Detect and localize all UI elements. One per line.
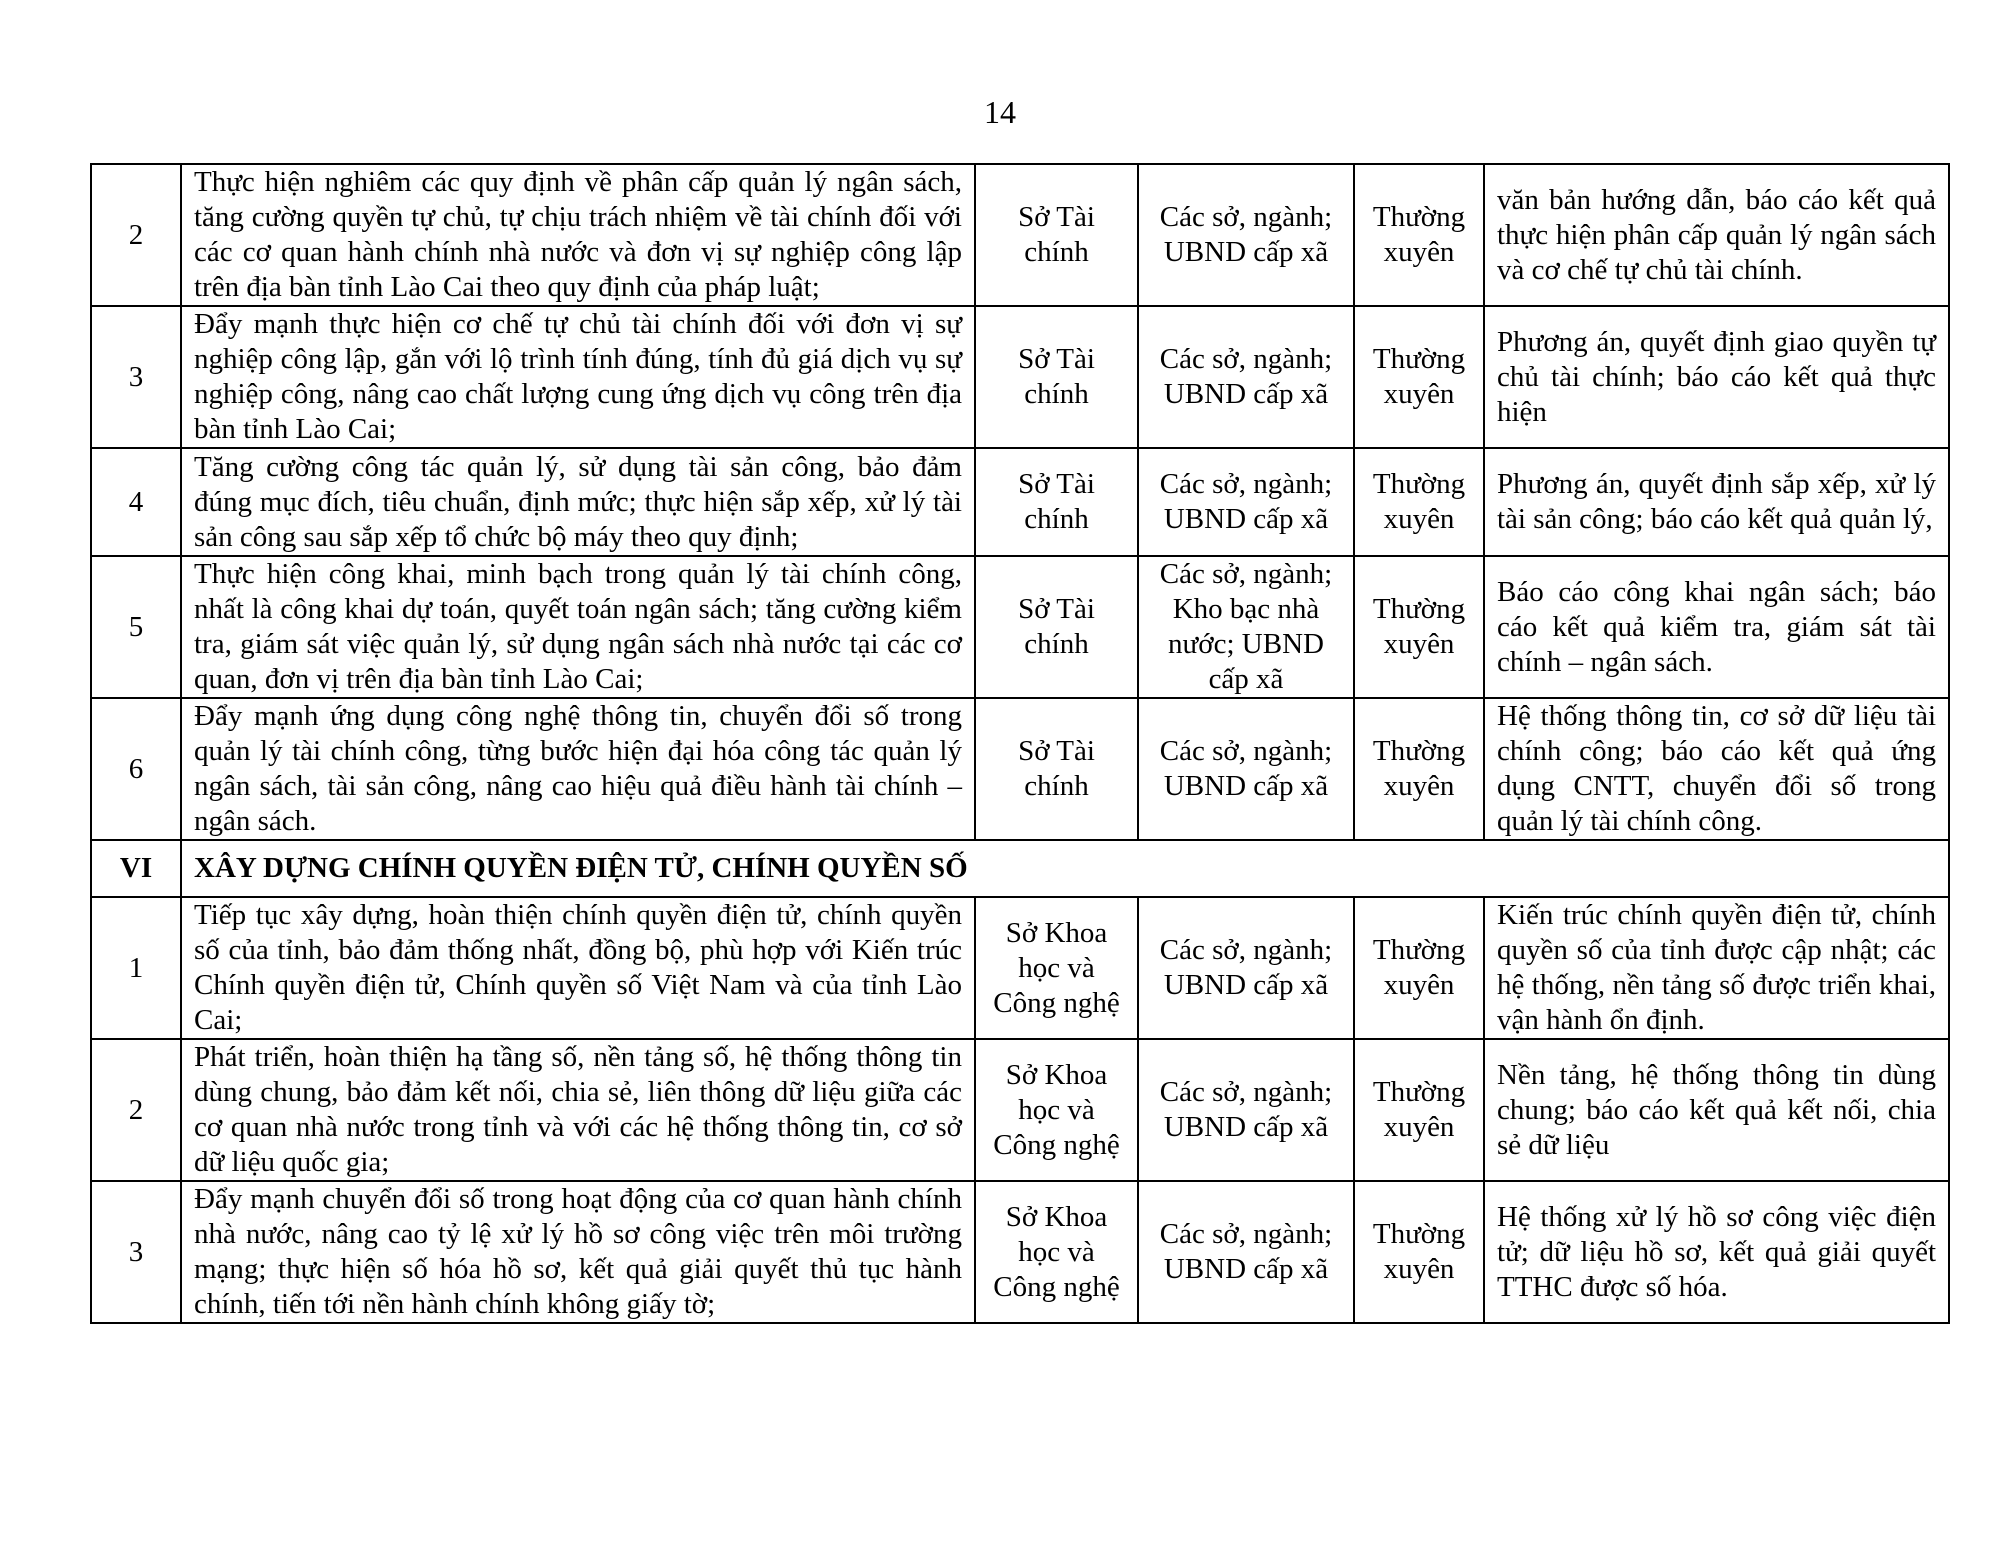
- coordinating-agency: Các sở, ngành; UBND cấp xã: [1138, 164, 1354, 306]
- task-description: Tiếp tục xây dựng, hoàn thiện chính quyền điện tử, chính quyền số của tỉnh, bảo đảm thống nhất, đồng bộ, phù hợp với Kiến trúc Chính quyền điện tử, Chính quyền số Việt Nam và của tỉnh Lào Cai;: [181, 897, 975, 1039]
- expected-output: Báo cáo công khai ngân sách; báo cáo kết quả kiểm tra, giám sát tài chính – ngân sách.: [1484, 556, 1949, 698]
- timeline: Thường xuyên: [1354, 306, 1484, 448]
- task-description: Phát triển, hoàn thiện hạ tầng số, nền tảng số, hệ thống thông tin dùng chung, bảo đảm kết nối, chia sẻ, liên thông dữ liệu giữa các cơ quan nhà nước trong tỉnh và với các hệ thống thông tin, cơ sở dữ liệu quốc gia;: [181, 1039, 975, 1181]
- table-row: [91, 306, 1949, 448]
- coordinating-agency: Các sở, ngành; UBND cấp xã: [1138, 1181, 1354, 1323]
- row-number: 3: [91, 1181, 181, 1323]
- expected-output: Nền tảng, hệ thống thông tin dùng chung; báo cáo kết quả kết nối, chia sẻ dữ liệu: [1484, 1039, 1949, 1181]
- lead-agency: Sở Tài chính: [975, 556, 1138, 698]
- section-header-row: [91, 840, 1949, 897]
- row-number: 2: [91, 1039, 181, 1181]
- timeline: Thường xuyên: [1354, 448, 1484, 556]
- timeline: Thường xuyên: [1354, 698, 1484, 840]
- expected-output: Hệ thống xử lý hồ sơ công việc điện tử; dữ liệu hồ sơ, kết quả giải quyết TTHC được số hóa.: [1484, 1181, 1949, 1323]
- timeline: Thường xuyên: [1354, 556, 1484, 698]
- row-number: 5: [91, 556, 181, 698]
- lead-agency: Sở Tài chính: [975, 448, 1138, 556]
- task-description: Thực hiện công khai, minh bạch trong quản lý tài chính công, nhất là công khai dự toán, quyết toán ngân sách; tăng cường kiểm tra, giám sát việc quản lý, sử dụng ngân sách nhà nước tại các cơ quan, đơn vị trên địa bàn tỉnh Lào Cai;: [181, 556, 975, 698]
- task-table: [90, 163, 1950, 1324]
- expected-output: Hệ thống thông tin, cơ sở dữ liệu tài chính công; báo cáo kết quả ứng dụng CNTT, chuyển đổi số trong quản lý tài chính công.: [1484, 698, 1949, 840]
- section-number: VI: [91, 840, 181, 897]
- table-row: [91, 1181, 1949, 1323]
- row-number: 2: [91, 164, 181, 306]
- coordinating-agency: Các sở, ngành; UBND cấp xã: [1138, 1039, 1354, 1181]
- lead-agency: Sở Tài chính: [975, 164, 1138, 306]
- coordinating-agency: Các sở, ngành; UBND cấp xã: [1138, 897, 1354, 1039]
- coordinating-agency: Các sở, ngành; UBND cấp xã: [1138, 306, 1354, 448]
- lead-agency: Sở Tài chính: [975, 698, 1138, 840]
- lead-agency: Sở Khoa học và Công nghệ: [975, 1181, 1138, 1323]
- table-row: [91, 1039, 1949, 1181]
- task-description: Đẩy mạnh chuyển đổi số trong hoạt động của cơ quan hành chính nhà nước, nâng cao tỷ lệ xử lý hồ sơ công việc trên môi trường mạng; thực hiện số hóa hồ sơ, kết quả giải quyết thủ tục hành chính, tiến tới nền hành chính không giấy tờ;: [181, 1181, 975, 1323]
- timeline: Thường xuyên: [1354, 1039, 1484, 1181]
- timeline: Thường xuyên: [1354, 164, 1484, 306]
- expected-output: Phương án, quyết định sắp xếp, xử lý tài sản công; báo cáo kết quả quản lý,: [1484, 448, 1949, 556]
- row-number: 3: [91, 306, 181, 448]
- section-title: XÂY DỰNG CHÍNH QUYỀN ĐIỆN TỬ, CHÍNH QUYỀN SỐ: [181, 840, 1949, 897]
- timeline: Thường xuyên: [1354, 1181, 1484, 1323]
- row-number: 6: [91, 698, 181, 840]
- task-description: Tăng cường công tác quản lý, sử dụng tài sản công, bảo đảm đúng mục đích, tiêu chuẩn, định mức; thực hiện sắp xếp, xử lý tài sản công sau sắp xếp tổ chức bộ máy theo quy định;: [181, 448, 975, 556]
- coordinating-agency: Các sở, ngành; UBND cấp xã: [1138, 698, 1354, 840]
- page-number: 14: [984, 94, 1016, 130]
- table-row: [91, 897, 1949, 1039]
- expected-output: Kiến trúc chính quyền điện tử, chính quyền số của tỉnh được cập nhật; các hệ thống, nền tảng số được triển khai, vận hành ổn định.: [1484, 897, 1949, 1039]
- row-number: 1: [91, 897, 181, 1039]
- row-number: 4: [91, 448, 181, 556]
- lead-agency: Sở Khoa học và Công nghệ: [975, 897, 1138, 1039]
- expected-output: Phương án, quyết định giao quyền tự chủ tài chính; báo cáo kết quả thực hiện: [1484, 306, 1949, 448]
- table-row: [91, 698, 1949, 840]
- table-row: [91, 448, 1949, 556]
- task-description: Thực hiện nghiêm các quy định về phân cấp quản lý ngân sách, tăng cường quyền tự chủ, tự chịu trách nhiệm về tài chính đối với các cơ quan hành chính nhà nước và đơn vị sự nghiệp công lập trên địa bàn tỉnh Lào Cai theo quy định của pháp luật;: [181, 164, 975, 306]
- table-row: [91, 164, 1949, 306]
- lead-agency: Sở Khoa học và Công nghệ: [975, 1039, 1138, 1181]
- coordinating-agency: Các sở, ngành; Kho bạc nhà nước; UBND cấp xã: [1138, 556, 1354, 698]
- coordinating-agency: Các sở, ngành; UBND cấp xã: [1138, 448, 1354, 556]
- task-description: Đẩy mạnh ứng dụng công nghệ thông tin, chuyển đổi số trong quản lý tài chính công, từng bước hiện đại hóa công tác quản lý ngân sách, tài sản công, nâng cao hiệu quả điều hành tài chính – ngân sách.: [181, 698, 975, 840]
- task-description: Đẩy mạnh thực hiện cơ chế tự chủ tài chính đối với đơn vị sự nghiệp công lập, gắn với lộ trình tính đúng, tính đủ giá dịch vụ sự nghiệp công, nâng cao chất lượng cung ứng dịch vụ công trên địa bàn tỉnh Lào Cai;: [181, 306, 975, 448]
- lead-agency: Sở Tài chính: [975, 306, 1138, 448]
- expected-output: văn bản hướng dẫn, báo cáo kết quả thực hiện phân cấp quản lý ngân sách và cơ chế tự chủ tài chính.: [1484, 164, 1949, 306]
- timeline: Thường xuyên: [1354, 897, 1484, 1039]
- table-row: [91, 556, 1949, 698]
